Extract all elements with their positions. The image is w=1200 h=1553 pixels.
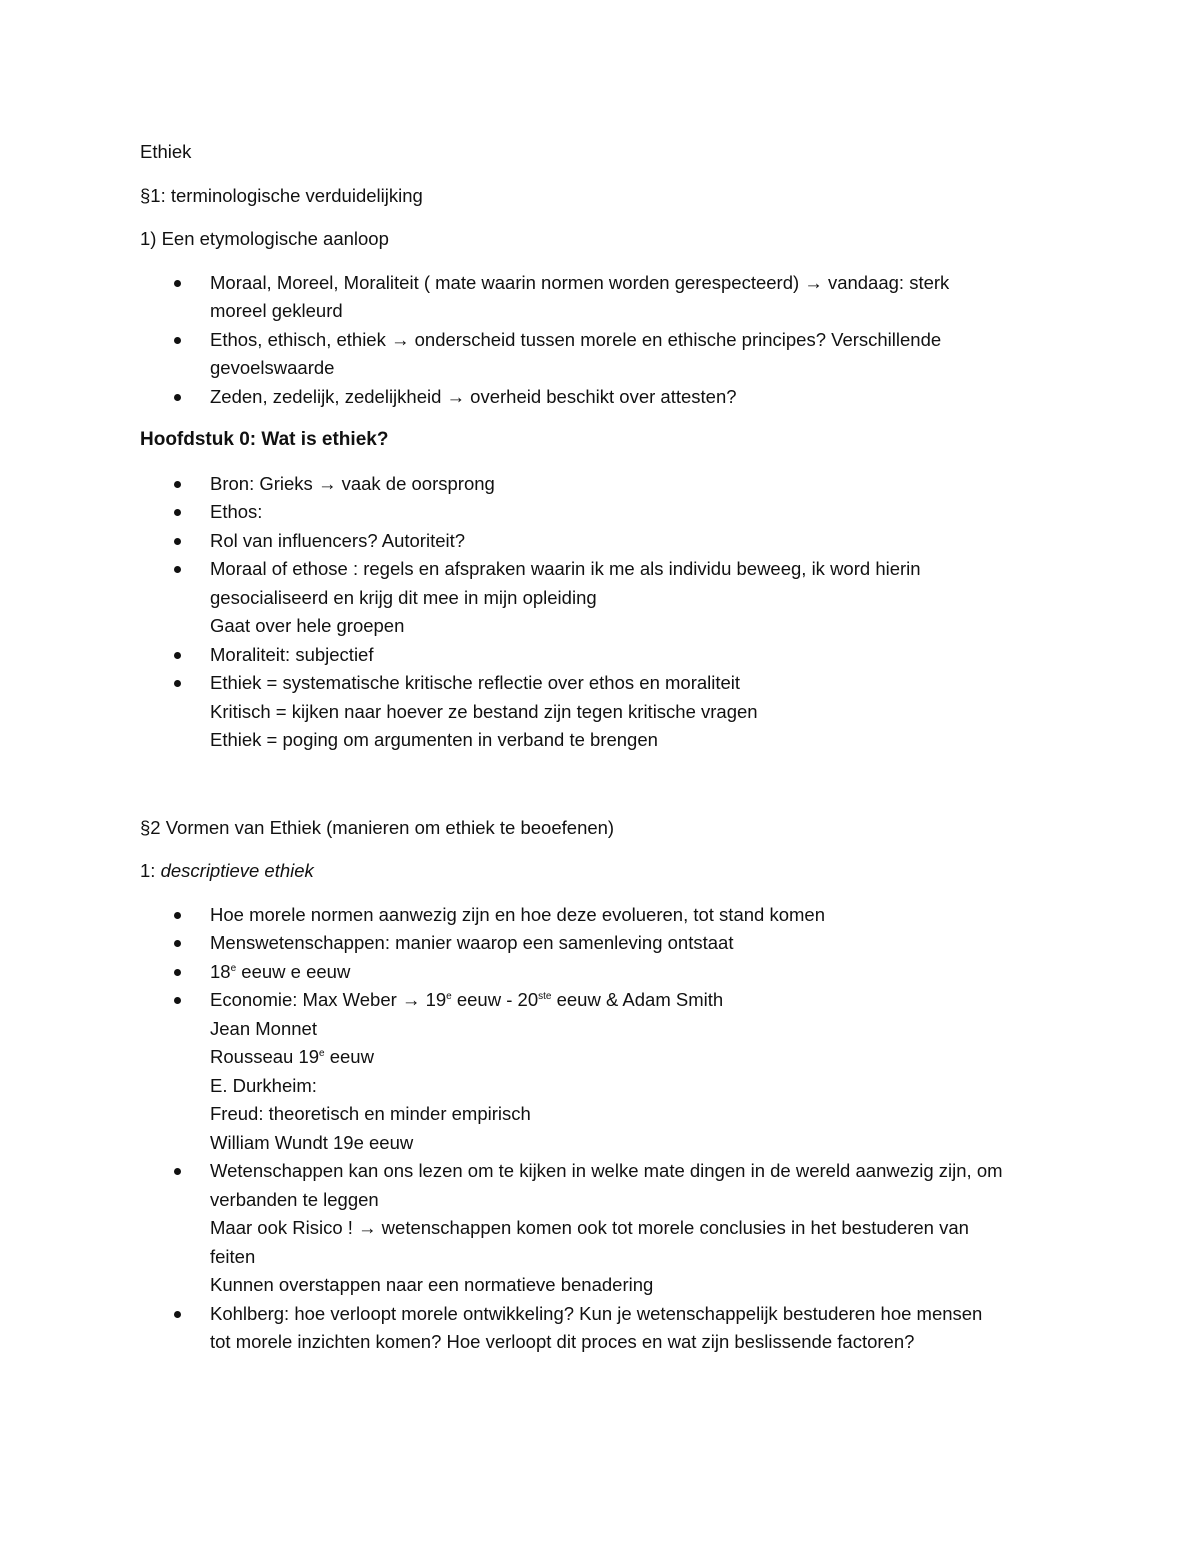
bullet-icon (174, 1168, 181, 1175)
subsection-2-title (140, 857, 1080, 886)
list-item-line: Moraal, Moreel, Moraliteit ( mate waarin normen worden gerespecteerd) → vandaag: sterk (210, 271, 950, 293)
etymology-list (140, 269, 1080, 412)
list-item-line (210, 1043, 1080, 1072)
list-item (140, 641, 1080, 670)
bullet-icon (174, 509, 181, 516)
bullet-icon (174, 969, 181, 976)
list-item (140, 1157, 1080, 1300)
list-item-line: Maar ook Risico ! → wetenschappen komen ook tot morele conclusies in het bestuderen van (210, 1217, 969, 1238)
list-item-line: tot morele inzichten komen? Hoe verloopt dit proces en wat zijn beslissende factoren? (210, 1331, 915, 1352)
list-item-line: Bron: Grieks → vaak de oorsprong (210, 472, 495, 494)
list-item-line: gevoelswaarde (210, 357, 335, 378)
list-item-line: Kunnen overstappen naar een normatieve benadering (210, 1274, 654, 1295)
list-item (140, 986, 1080, 1157)
bullet-icon (174, 280, 181, 287)
economy-sup-b: ste (538, 990, 552, 1002)
section-2-title: §2 Vormen van Ethiek (manieren om ethiek te beoefenen) (140, 816, 615, 838)
list-item-line: Menswetenschappen: manier waarop een samenleving ontstaat (210, 932, 734, 953)
list-item (140, 669, 1080, 755)
century-number: 18 (210, 960, 231, 982)
list-item-line: Jean Monnet (210, 1017, 317, 1039)
list-item (140, 929, 1080, 958)
bullet-icon (174, 566, 181, 573)
bullet-icon (174, 394, 181, 401)
list-item-line: Moraal of ethose : regels en afspraken waarin ik me als individu beweeg, ik word hierin (210, 558, 921, 579)
list-item-line: Ethiek = poging om argumenten in verband te brengen (210, 729, 658, 750)
bullet-icon (174, 481, 181, 488)
bullet-icon (174, 337, 181, 344)
list-item (140, 958, 1080, 987)
list-item-line: Rol van influencers? Autoriteit? (210, 529, 466, 551)
list-item (140, 269, 1080, 326)
economy-part-b: eeuw - 20 (451, 989, 539, 1010)
document-page (140, 138, 1080, 1372)
list-item-line: Kritisch = kijken naar hoever ze bestand zijn tegen kritische vragen (210, 700, 758, 722)
list-item-line: verbanden te leggen (210, 1188, 379, 1210)
document-title: Ethiek (140, 141, 192, 162)
subsection-1-title: 1) Een etymologische aanloop (140, 228, 389, 249)
rousseau-sup: e (319, 1047, 325, 1059)
list-item (140, 901, 1080, 930)
list-item-line: Gaat over hele groepen (210, 615, 405, 636)
list-item-line: moreel gekleurd (210, 300, 343, 321)
list-item-line: Ethos: (210, 501, 263, 522)
list-item-line: Wetenschappen kan ons lezen om te kijken in welke mate dingen in de wereld aanwezig zijn, om (210, 1160, 1003, 1181)
descriptive-ethics-list (140, 901, 1080, 1357)
subsection-2-prefix: 1: (140, 860, 161, 881)
list-item (140, 470, 1080, 499)
list-item-line: E. Durkheim: (210, 1074, 317, 1096)
rousseau-part-b: eeuw (324, 1046, 374, 1067)
list-item-line (210, 986, 1080, 1015)
list-item (140, 1300, 1080, 1357)
subsection-2-label: descriptieve ethiek (160, 860, 314, 881)
list-item-line: Ethos, ethisch, ethiek → onderscheid tussen morele en ethische principes? Verschillende (210, 328, 942, 350)
bullet-icon (174, 652, 181, 659)
list-item (140, 555, 1080, 641)
economy-part-a: Economie: Max Weber → 19 (210, 989, 447, 1010)
list-item-line: Freud: theoretisch en minder empirisch (210, 1103, 531, 1124)
century-rest: eeuw e eeuw (236, 960, 351, 982)
section-1-title: §1: terminologische verduidelijking (140, 184, 423, 206)
list-item (140, 527, 1080, 556)
century-suffix: e (230, 962, 237, 974)
bullet-icon (174, 1311, 181, 1318)
list-item (140, 383, 1080, 412)
economy-sup-a: e (446, 990, 452, 1002)
list-item-line: Moraliteit: subjectief (210, 643, 374, 665)
list-item-line (210, 958, 1080, 987)
list-item (140, 326, 1080, 383)
economy-part-c: eeuw & Adam Smith (551, 989, 724, 1010)
rousseau-part-a: Rousseau 19 (210, 1046, 320, 1067)
list-item-line: Ethiek = systematische kritische reflectie over ethos en moraliteit (210, 672, 741, 693)
list-item-line: Hoe morele normen aanwezig zijn en hoe deze evolueren, tot stand komen (210, 903, 825, 925)
list-item-line: Zeden, zedelijk, zedelijkheid → overheid beschikt over attesten? (210, 385, 737, 407)
bullet-icon (174, 940, 181, 947)
list-item (140, 498, 1080, 527)
chapter-0-list (140, 470, 1080, 755)
list-item-line: Kohlberg: hoe verloopt morele ontwikkeling? Kun je wetenschappelijk bestuderen hoe mensen (210, 1302, 983, 1324)
bullet-icon (174, 912, 181, 919)
bullet-icon (174, 997, 181, 1004)
bullet-icon (174, 680, 181, 687)
chapter-0-heading: Hoofdstuk 0: Wat is ethiek? (140, 429, 389, 450)
list-item-line: feiten (210, 1245, 256, 1267)
list-item-line: William Wundt 19e eeuw (210, 1131, 414, 1153)
bullet-icon (174, 538, 181, 545)
section-spacer (140, 770, 1080, 814)
list-item-line: gesocialiseerd en krijg dit mee in mijn opleiding (210, 586, 597, 608)
